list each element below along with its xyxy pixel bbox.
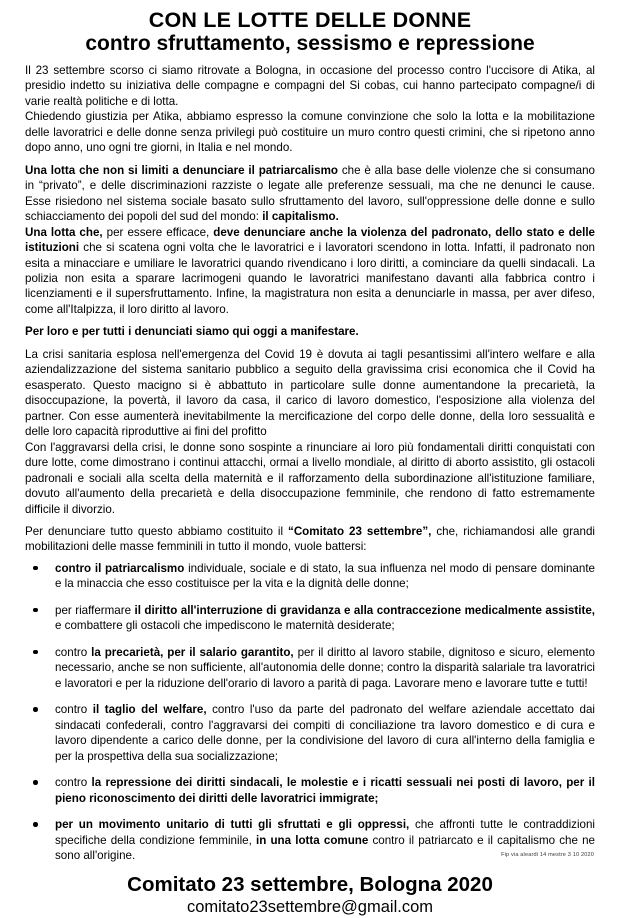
organization-name: Comitato 23 settembre, Bologna 2020 — [127, 873, 493, 897]
paragraph-padronato-bold: deve denunciare anche la violenza del padronato, dello stato e delle istituzioni — [25, 225, 595, 255]
claim-rest: e combattere gli ostacoli che impediscono le maternità desiderate; — [55, 619, 395, 633]
claim-pre: per riaffermare — [55, 603, 135, 617]
claim-rest: per il diritto al lavoro stabile, dignitoso e sicuro, elemento necessario, anche se non sufficiente, all'autonomia delle donne; contro la disparità salariale tra lavoratrici e lavoratori e per la riduzione dell'orario di lavoro a parità di paga. Lavorare meno e lavorare tutte e tutti! — [55, 645, 596, 690]
list-item — [33, 775, 595, 806]
paragraph-padronato-rest: che si scatena ogni volta che le lavoratrici e i lavoratori scendono in lotta. Infatti, il padronato non esita a minacciare e umiliare le lavoratrici quando rivendicano i loro diritti, a cominciare da quelli sindacali. La polizia non esita a sparare lacrimogeni quando le lavoratrici manifestano davanti alla fabbrica contro i licenziamenti e il supersfruttamento. Infine, la magistratura non esita a denunciarle in massa, per aver difeso, come all'Italpizza, il loro diritto al lavoro. — [25, 241, 595, 316]
claim-bold-lead: contro il patriarcalismo — [55, 561, 185, 575]
page-title — [25, 9, 595, 56]
title-line-2: contro sfruttamento, sessismo e repressione — [85, 32, 535, 56]
claim-bold-lead: il taglio del welfare, — [92, 703, 207, 717]
paragraph-covid — [25, 347, 595, 440]
claim-bold-lead: per un movimento unitario di tutti gli sfruttati e gli oppressi, — [55, 818, 410, 832]
claim-bold-lead: la precarietà, per il salario garantito, — [91, 645, 294, 659]
list-item — [33, 645, 595, 691]
paragraph-padronato-lead: Una lotta che, — [25, 225, 103, 239]
paragraph-comitato-post: che, richiamandosi alle grandi mobilitazioni delle masse femminili in tutto il mondo, vuole battersi: — [25, 525, 595, 554]
paragraph-crisi — [25, 440, 595, 517]
paragraph-comitato-pre: Per denunciare tutto questo abbiamo costituito il — [25, 525, 289, 539]
contact-email: comitato23settembre@gmail.com — [186, 898, 433, 917]
paragraph-manifestare — [25, 324, 595, 339]
claim-bold-mid: in una lotta comune — [255, 833, 369, 847]
paragraph-crisi-text: Con l'aggravarsi della crisi, le donne sono sospinte a rinunciare ai loro più fondamentali diritti conquistati con dure lotte, come dimostrano i continui attacchi, ormai a livello mondiale, al diritto di aborto assistito, gli ostacoli padronali e sociali alla scelta della maternità e il rafforzamento della subordinazione all'istituzione familiare, dovuto all'aumento della precarietà e della disoccupazione femminile, che rendono di fatto estremamente difficile il divorzio. — [25, 440, 595, 516]
claim-mid: che affronti tutte le contraddizioni specifiche della condizione femminile, — [55, 818, 595, 847]
paragraph-covid-text: La crisi sanitaria esplosa nell'emergenza del Covid 19 è dovuta ai tagli pesantissimi all'intero welfare e alla aziendalizzazione del sistema sanitario pubblico a seguito della gravissima crisi economica che il Covid ha esasperato. Questo macigno si è abbattuto in particolare sulle donne aumentandone la precarietà, la disoccupazione, la povertà, il lavoro da casa, il carico di lavoro domestico, l'esposizione alla violenza del partner. Con esse aumenterà inevitabilmente la mercificazione del corpo delle donne, della loro sessualità e delle loro capacità riproduttive ai fini del profitto — [25, 347, 595, 439]
paragraph-patriarcalismo-tail: il capitalismo. — [262, 210, 339, 224]
title-line-1: CON LE LOTTE DELLE DONNE — [148, 8, 472, 32]
claim-pre: contro — [55, 645, 92, 659]
paragraph-patriarcalismo-lead: Una lotta che non si limiti a denunciare il patriarcalismo — [25, 163, 338, 177]
list-item — [33, 702, 595, 764]
paragraph-patriarcalismo — [25, 163, 595, 225]
claim-pre: contro — [55, 703, 93, 717]
signature-block — [25, 874, 595, 918]
paragraph-padronato-mid: per essere efficace, — [102, 225, 214, 239]
paragraph-intro — [25, 63, 595, 109]
claim-rest: contro l'uso da parte del padronato del welfare aziendale accettato dai sindacati confederali, contro l'aggravarsi dei compiti di conciliazione tra lavoro domestico e di cura e lavoro dipendente a carico delle donne, per la condivisione del lavoro di cura all'interno della famiglia e per la prospettiva della sua socializzazione; — [55, 703, 595, 763]
paragraph-patriarcalismo-rest: che è alla base delle violenze che si consumano in “privato”, e delle discriminazioni razziste o legate alle preferenze sessuali, ma che ne denunci le cause. Esse risiedono nel sistema sociale basato sullo sfruttamento del lavoro, sull'oppressione delle donne e sullo schiacciamento dei popoli del sud del mondo: — [25, 163, 595, 224]
paragraph-padronato — [25, 225, 595, 318]
claims-list — [25, 561, 595, 864]
imprint-note: Fip via aleardi 14 mestre 3 10 2020 — [501, 852, 594, 858]
paragraph-justice — [25, 109, 595, 155]
claim-bold-lead: la repressione dei diritti sindacali, le molestie e i ricatti sessuali nei posti di lavoro, per il pieno riconoscimento dei diritti delle lavoratrici immigrate; — [55, 776, 595, 805]
list-item — [33, 603, 595, 634]
paragraph-intro-text: Il 23 settembre scorso ci siamo ritrovate a Bologna, in occasione del processo contro l'uccisore di Atika, al presidio indetto su iniziativa delle compagne e compagni del Si cobas, cui hanno partecipato compagne/i di varie realtà politiche e di lotta. — [25, 63, 595, 108]
paragraph-comitato — [25, 524, 595, 555]
claim-bold-lead: il diritto all'interruzione di gravidanza e alla contraccezione medicalmente assistite, — [134, 603, 595, 617]
list-item — [33, 561, 595, 592]
paragraph-manifestare-text: Per loro e per tutti i denunciati siamo qui oggi a manifestare. — [25, 325, 359, 339]
paragraph-justice-text: Chiedendo giustizia per Atika, abbiamo espresso la comune convinzione che solo la lotta e la mobilitazione delle lavoratrici e delle donne senza privilegi può costituire un muro contro questi crimini, che si ripetono anno dopo anno, uno ogni tre giorni, in Italia e nel mondo. — [25, 110, 595, 155]
claim-rest: individuale, sociale e di stato, la sua influenza nel modo di pensare dominante e la minaccia che esso costituisce per la vita e la dignità delle donne; — [55, 561, 595, 591]
claim-pre: contro — [55, 776, 92, 790]
claim-rest: contro il patriarcato e il capitalismo che ne sono all'origine. — [55, 833, 595, 862]
paragraph-comitato-bold: “Comitato 23 settembre”, — [288, 525, 432, 539]
